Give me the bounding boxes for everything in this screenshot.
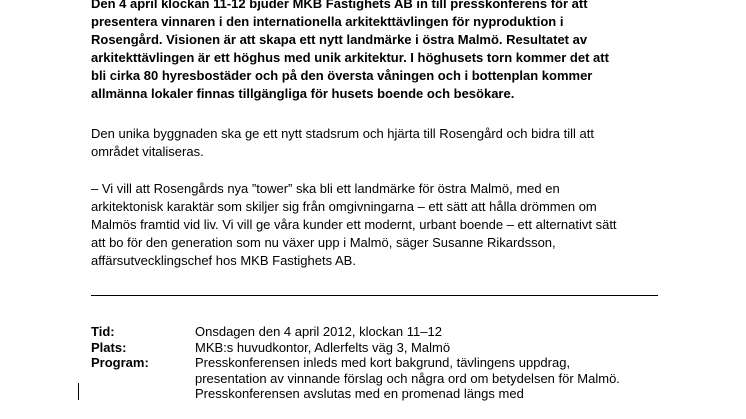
quote-line: att bo för den generation som nu växer upp i Malmö, säger Susanne Rikardsson, bbox=[91, 235, 556, 250]
program-line: presentation av vinnande förslag och några ord om betydelsen för Malmö. bbox=[195, 370, 620, 386]
lead-line: arkitekttävlingen är ett höghus med unik arkitektur. I höghusets torn kommer det att bbox=[91, 50, 609, 65]
body-line: Den unika byggnaden ska ge ett nytt stadsrum och hjärta till Rosengård och bidra till att bbox=[91, 126, 594, 141]
place-value: MKB:s huvudkontor, Adlerfelts väg 3, Malmö bbox=[195, 339, 451, 355]
horizontal-divider bbox=[91, 295, 658, 296]
quote-line: affärsutvecklingschef hos MKB Fastighets AB. bbox=[91, 253, 356, 268]
program-value bbox=[195, 355, 691, 402]
body-paragraph-vision bbox=[91, 125, 691, 161]
quote-line: Malmös framtid vid liv. Vi vill ge våra kunder ett modernt, urbant boende – ett alternativt sätt bbox=[91, 217, 617, 232]
quote-line: – Vi vill att Rosengårds nya ”tower” ska bli ett landmärke för östra Malmö, med en bbox=[91, 181, 560, 196]
lead-line: Rosengård. Visionen är att skapa ett nytt landmärke i östra Malmö. Resultatet av bbox=[91, 32, 588, 47]
event-info-table bbox=[91, 324, 691, 402]
time-value: Onsdagen den 4 april 2012, klockan 11–12 bbox=[195, 324, 442, 339]
time-label: Tid: bbox=[91, 324, 115, 339]
lead-line: presentera vinnaren i den internationella arkitekttävlingen för nyproduktion i bbox=[91, 14, 564, 29]
lead-line: bli cirka 80 hyresbostäder och på den översta våningen och i bottenplan kommer bbox=[91, 68, 593, 83]
info-row-program bbox=[91, 355, 691, 402]
lead-paragraph bbox=[91, 0, 691, 103]
lead-line: Den 4 april klockan 11-12 bjuder MKB Fastighets AB in till presskonferens för att bbox=[91, 0, 588, 11]
lead-line: allmänna lokaler finnas tillgängliga för husets boende och besökare. bbox=[91, 86, 515, 101]
body-line: området vitaliseras. bbox=[91, 144, 204, 159]
program-label: Program: bbox=[91, 355, 149, 370]
program-line: Presskonferensen avslutas med en promenad längs med bbox=[195, 386, 524, 401]
place-label: Plats: bbox=[91, 339, 127, 355]
quote-line: arkitektonisk karaktär som skiljer sig från omgivningarna – ett sätt att hålla drömmen om bbox=[91, 199, 597, 214]
info-row-place bbox=[91, 340, 691, 356]
text-cursor[interactable] bbox=[78, 383, 79, 400]
info-row-time bbox=[91, 324, 691, 340]
program-line: Presskonferensen inleds med kort bakgrund, tävlingens uppdrag, bbox=[195, 355, 571, 370]
body-paragraph-quote bbox=[91, 180, 691, 270]
